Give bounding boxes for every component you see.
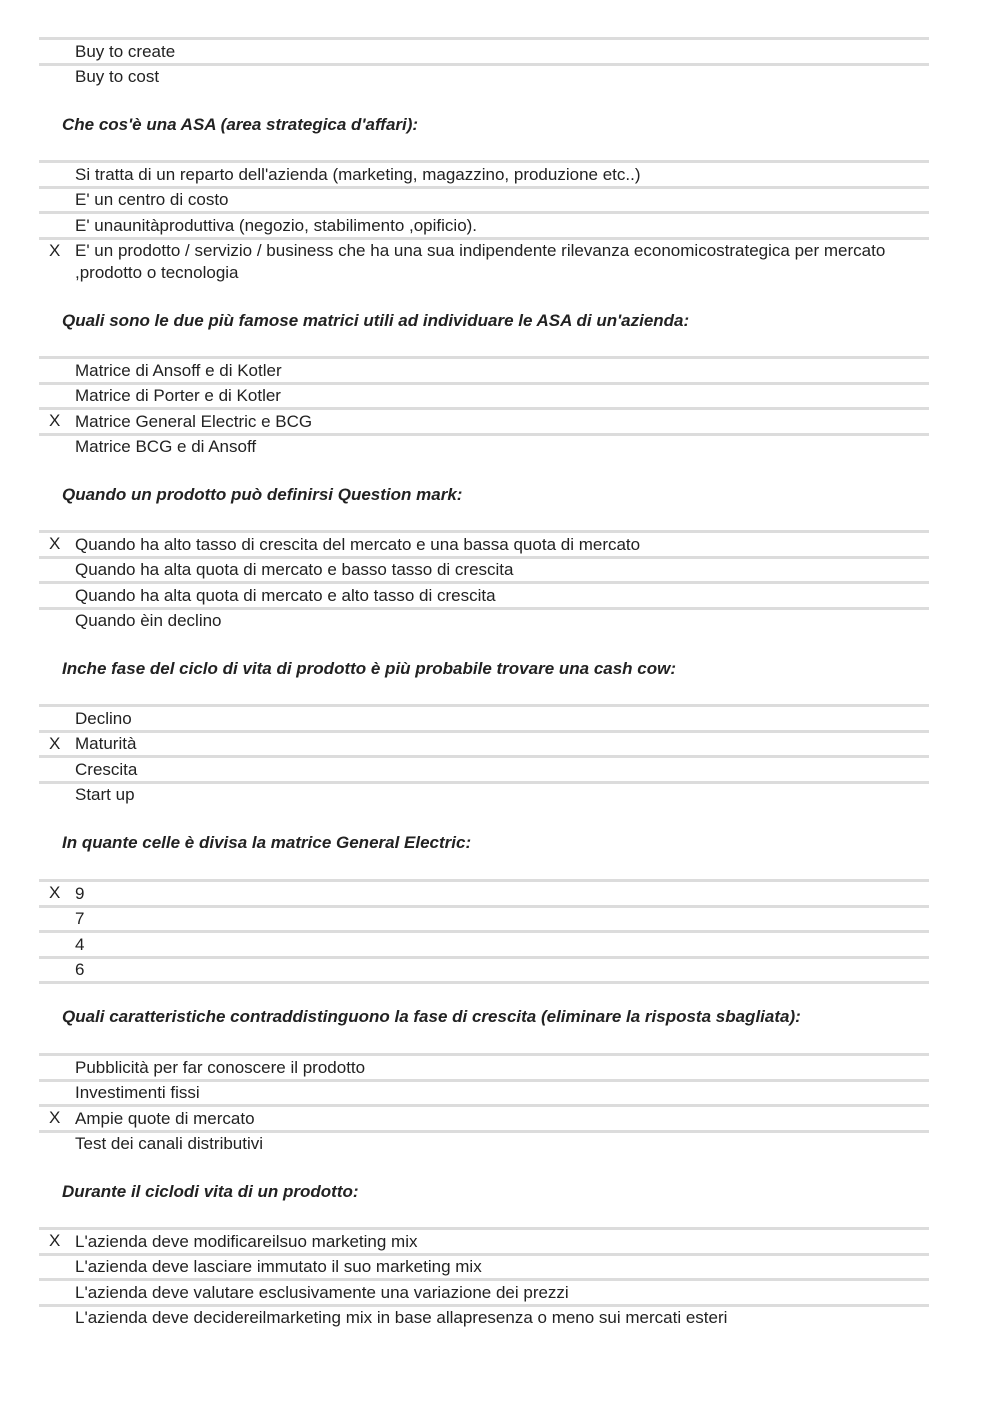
option-text: 4 (75, 934, 85, 954)
option-row (39, 382, 929, 408)
option-row (39, 407, 929, 433)
option-text: E' unaunitàproduttiva (negozio, stabilimento ,opificio). (75, 215, 478, 235)
option-text: Crescita (75, 759, 138, 779)
option-row (39, 211, 929, 237)
option-text: Maturità (75, 734, 137, 753)
option-row (39, 930, 929, 956)
option-row (39, 905, 929, 931)
option-row (39, 1253, 929, 1279)
question-options (39, 879, 929, 984)
option-row (39, 237, 929, 285)
option-text: Matrice di Porter e di Kotler (75, 386, 281, 405)
answer-mark: X (49, 1231, 61, 1250)
answer-mark: X (49, 534, 61, 553)
option-row (39, 1130, 929, 1156)
option-text: Ampie quote di mercato (75, 1108, 255, 1128)
option-row (39, 63, 929, 89)
option-text: Test dei canali distributivi (75, 1134, 264, 1153)
option-row (39, 37, 929, 63)
option-text: Matrice General Electric e BCG (75, 411, 313, 431)
option-row (39, 607, 929, 633)
option-text: Buy to create (75, 41, 176, 61)
answer-mark: X (49, 411, 61, 430)
option-text: Quando ha alta quota di mercato e alto tasso di crescita (75, 585, 496, 605)
option-row (39, 1278, 929, 1304)
option-text: E' un prodotto / servizio / business che ha una sua indipendente rilevanza economicostrategica per mercato ,prodotto o tecnologia (75, 241, 886, 282)
option-text: Quando ha alta quota di mercato e basso tasso di crescita (75, 560, 514, 579)
question-options (39, 530, 929, 632)
option-text: Quando èin declino (75, 611, 222, 630)
option-row (39, 581, 929, 607)
question-title: Che cos'è una ASA (area strategica d'affari): (62, 115, 419, 134)
option-text: L'azienda deve valutare esclusivamente una variazione dei prezzi (75, 1282, 569, 1302)
question-title: Inche fase del ciclo di vita di prodotto è più probabile trovare una cash cow: (62, 659, 677, 678)
option-row (39, 356, 929, 382)
option-text: Matrice di Ansoff e di Kotler (75, 360, 282, 380)
option-row (39, 186, 929, 212)
option-row (39, 781, 929, 807)
option-text: E' un centro di costo (75, 190, 229, 209)
option-row (39, 160, 929, 186)
question-options (39, 704, 929, 806)
option-text: 7 (75, 909, 85, 928)
option-row (39, 956, 929, 985)
option-row (39, 530, 929, 556)
option-row (39, 879, 929, 905)
option-row (39, 1104, 929, 1130)
option-row (39, 1079, 929, 1105)
option-row (39, 755, 929, 781)
option-row (39, 433, 929, 459)
option-text: Si tratta di un reparto dell'azienda (marketing, magazzino, produzione etc..) (75, 164, 641, 184)
option-text: Investimenti fissi (75, 1083, 200, 1102)
option-row (39, 1053, 929, 1079)
intro-options (39, 37, 929, 88)
question-options (39, 1053, 929, 1155)
question-title: Quali sono le due più famose matrici utili ad individuare le ASA di un'azienda: (62, 311, 690, 330)
question-options (39, 1227, 929, 1329)
answer-mark: X (49, 1108, 61, 1127)
option-text: 6 (75, 960, 85, 979)
option-row (39, 1304, 929, 1330)
option-text: L'azienda deve modificareilsuo marketing mix (75, 1231, 418, 1251)
option-text: Quando ha alto tasso di crescita del mercato e una bassa quota di mercato (75, 534, 641, 554)
option-row (39, 556, 929, 582)
option-row (39, 730, 929, 756)
option-row (39, 704, 929, 730)
option-text: L'azienda deve lasciare immutato il suo marketing mix (75, 1257, 482, 1276)
option-text: Buy to cost (75, 67, 160, 86)
question-title: Quali caratteristiche contraddistinguono la fase di crescita (eliminare la risposta sbagliata): (62, 1007, 801, 1026)
question-title: In quante celle è divisa la matrice General Electric: (62, 833, 472, 852)
question-options (39, 160, 929, 284)
option-row (39, 1227, 929, 1253)
answer-mark: X (49, 883, 61, 902)
question-title: Quando un prodotto può definirsi Question mark: (62, 485, 463, 504)
option-text: 9 (75, 883, 85, 903)
option-text: Declino (75, 708, 132, 728)
question-title: Durante il ciclodi vita di un prodotto: (62, 1182, 359, 1201)
answer-mark: X (49, 733, 61, 753)
option-text: Matrice BCG e di Ansoff (75, 437, 257, 456)
option-text: L'azienda deve decidereilmarketing mix in base allapresenza o meno sui mercati esteri (75, 1308, 728, 1327)
option-text: Pubblicità per far conoscere il prodotto (75, 1057, 366, 1077)
option-text: Start up (75, 785, 135, 804)
question-options (39, 356, 929, 458)
answer-mark: X (49, 240, 61, 260)
